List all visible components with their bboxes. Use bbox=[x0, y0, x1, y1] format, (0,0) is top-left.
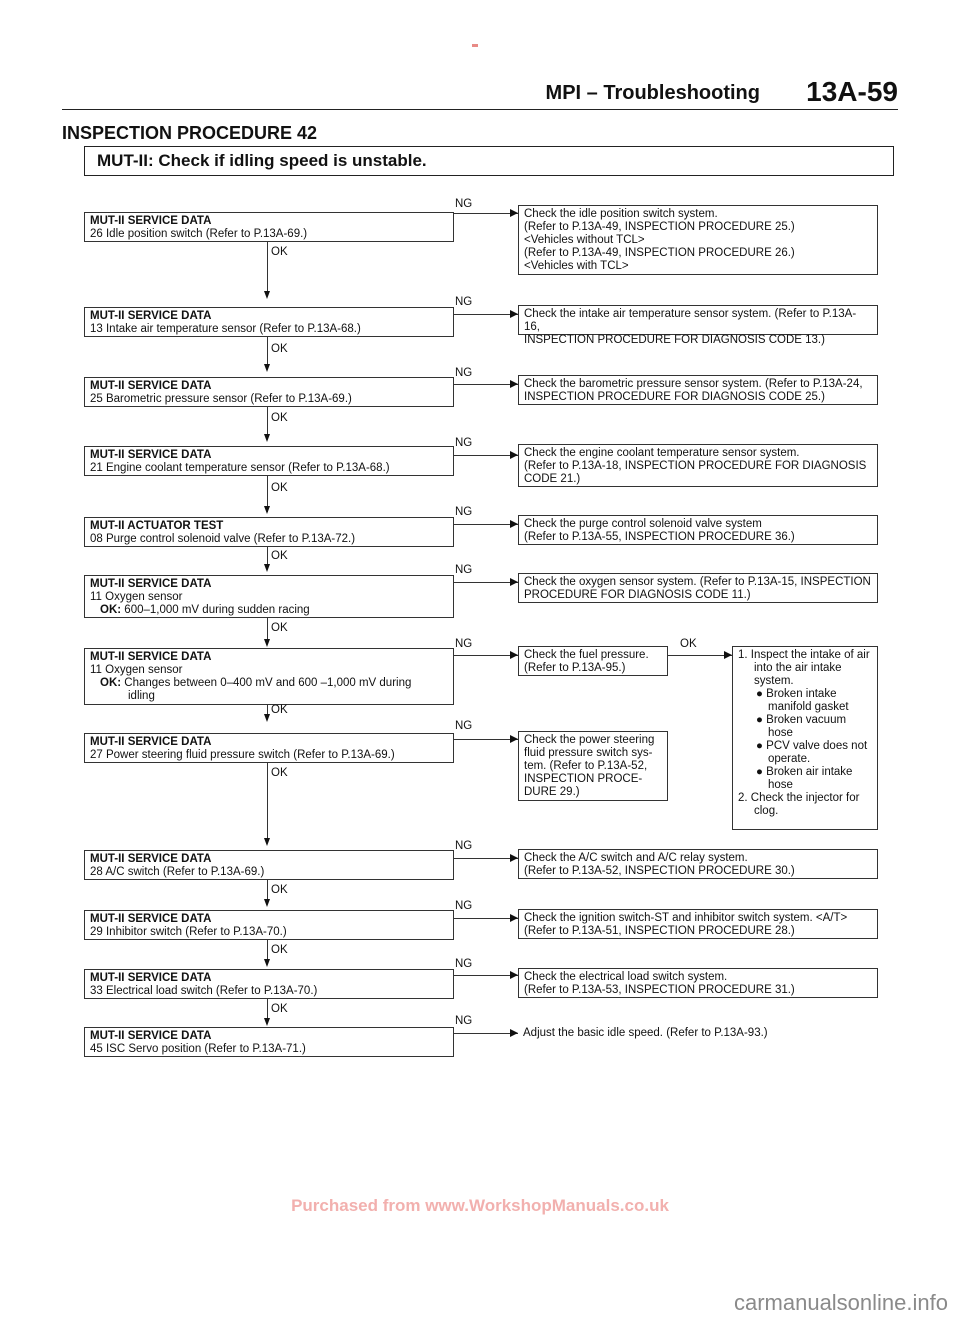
ng-action-line: Check the barometric pressure sensor system. (Refer to P.13A-24, bbox=[524, 378, 863, 390]
ok-arrow bbox=[264, 434, 270, 442]
ok-criteria-text: idling bbox=[128, 690, 155, 702]
ok-criteria-text: 600–1,000 mV during sudden racing bbox=[124, 604, 310, 616]
ng-action-line: (Refer to P.13A-95.) bbox=[524, 662, 626, 674]
step-heading: MUT-II SERVICE DATA bbox=[90, 736, 212, 748]
ng-action-box-6 bbox=[518, 573, 878, 603]
step-box-3 bbox=[84, 377, 454, 407]
page-section-title: MPI – Troubleshooting bbox=[545, 82, 760, 104]
ok-label: OK bbox=[271, 412, 288, 424]
bullet-text: PCV valve does not operate. bbox=[766, 740, 868, 765]
ok-label: OK bbox=[680, 638, 697, 650]
ng-label: NG bbox=[455, 1015, 473, 1027]
step-box-4 bbox=[84, 446, 454, 476]
step-ok-criteria bbox=[90, 677, 448, 690]
step-heading: MUT-II SERVICE DATA bbox=[90, 1030, 212, 1042]
ng-connector bbox=[454, 739, 518, 740]
ok-criteria-label: OK: bbox=[100, 677, 122, 689]
step-box-2 bbox=[84, 307, 454, 337]
ng-action-line: (Refer to P.13A-53, INSPECTION PROCEDURE 31.) bbox=[524, 984, 795, 996]
step-line: 25 Barometric pressure sensor (Refer to P.13A-69.) bbox=[90, 393, 352, 405]
bullet-text: Broken vacuum hose bbox=[766, 714, 847, 739]
ng-arrow bbox=[510, 854, 518, 862]
ng-action-line: tem. (Refer to P.13A-52, bbox=[524, 760, 648, 772]
ng-connector bbox=[454, 213, 518, 214]
ok-arrow bbox=[264, 639, 270, 647]
step-ok-criteria bbox=[90, 604, 448, 617]
ng-label: NG bbox=[455, 720, 473, 732]
ng-action-line: Check the oxygen sensor system. (Refer to P.13A-15, INSPECTION bbox=[524, 576, 871, 588]
ng-action-line: fluid pressure switch sys- bbox=[524, 747, 653, 759]
step-heading: MUT-II SERVICE DATA bbox=[90, 651, 212, 663]
ng-action-line: Check the power steering bbox=[524, 734, 655, 746]
ng-connector bbox=[454, 1033, 518, 1034]
ok-connector bbox=[267, 242, 268, 296]
ng-action-box-12 bbox=[523, 1027, 878, 1040]
ng-action-line: INSPECTION PROCEDURE FOR DIAGNOSIS CODE 13.) bbox=[524, 334, 825, 346]
ng-action-box-11 bbox=[518, 968, 878, 998]
ng-label: NG bbox=[455, 900, 473, 912]
step-heading: MUT-II SERVICE DATA bbox=[90, 578, 212, 590]
ng-label: NG bbox=[455, 564, 473, 576]
purchase-footer: Purchased from www.WorkshopManuals.co.uk bbox=[291, 1196, 669, 1215]
header-dash-mark bbox=[472, 44, 478, 47]
ng-action-line: Check the A/C switch and A/C relay system. bbox=[524, 852, 748, 864]
ok-arrow bbox=[264, 899, 270, 907]
bullet-item: ● Broken air intake hose bbox=[756, 766, 853, 791]
ng-connector bbox=[454, 655, 518, 656]
ok-arrow bbox=[264, 506, 270, 514]
ng-connector bbox=[454, 858, 518, 859]
ng-action-line: <Vehicles with TCL> bbox=[524, 260, 629, 272]
step-heading: MUT-II ACTUATOR TEST bbox=[90, 520, 224, 532]
ok-arrow bbox=[264, 1018, 270, 1026]
ok-connector bbox=[267, 763, 268, 843]
ng-action-line: Check the purge control solenoid valve system bbox=[524, 518, 762, 530]
step-heading: MUT-II SERVICE DATA bbox=[90, 310, 212, 322]
ng-label: NG bbox=[455, 638, 473, 650]
ng-arrow bbox=[510, 380, 518, 388]
step-heading: MUT-II SERVICE DATA bbox=[90, 853, 212, 865]
step-line: 26 Idle position switch (Refer to P.13A-69.) bbox=[90, 228, 308, 240]
step-box-1 bbox=[84, 212, 454, 242]
ng-action-line: (Refer to P.13A-18, INSPECTION PROCEDURE FOR DIAGNOSIS bbox=[524, 460, 867, 472]
ng-connector bbox=[454, 918, 518, 919]
step-box-6 bbox=[84, 575, 454, 618]
ng-action-line: Check the idle position switch system. bbox=[524, 208, 718, 220]
step-line: 08 Purge control solenoid valve (Refer to P.13A-72.) bbox=[90, 533, 356, 545]
ok-label: OK bbox=[271, 550, 288, 562]
ng-connector bbox=[454, 314, 518, 315]
step-box-9 bbox=[84, 850, 454, 880]
ng-action-line: PROCEDURE FOR DIAGNOSIS CODE 11.) bbox=[524, 589, 751, 601]
ng-label: NG bbox=[455, 437, 473, 449]
header-rule bbox=[62, 109, 898, 110]
step-heading: MUT-II SERVICE DATA bbox=[90, 215, 212, 227]
ok-label: OK bbox=[271, 343, 288, 355]
ng-connector bbox=[454, 455, 518, 456]
bullet-text: Broken intake manifold gasket bbox=[766, 688, 849, 713]
ok-label: OK bbox=[271, 622, 288, 634]
ng-action-line: DURE 29.) bbox=[524, 786, 580, 798]
ng-action-box-7 bbox=[518, 646, 668, 676]
ng-action-line: CODE 21.) bbox=[524, 473, 581, 485]
page-number: 13A-59 bbox=[806, 76, 898, 107]
step-heading: MUT-II SERVICE DATA bbox=[90, 972, 212, 984]
ng-label: NG bbox=[455, 958, 473, 970]
ng-arrow bbox=[510, 1029, 518, 1037]
ng-action-line: Check the engine coolant temperature sensor system. bbox=[524, 447, 800, 459]
bullet-item: ● PCV valve does not operate. bbox=[756, 740, 868, 765]
ok-arrow bbox=[264, 959, 270, 967]
ng-action-box-5 bbox=[518, 515, 878, 545]
ok-label: OK bbox=[271, 246, 288, 258]
step-box-8 bbox=[84, 733, 454, 763]
ok-label: OK bbox=[271, 482, 288, 494]
step-line: 27 Power steering fluid pressure switch (Refer to P.13A-69.) bbox=[90, 749, 395, 761]
intake-inspection-box bbox=[732, 646, 878, 830]
ok-arrow bbox=[264, 838, 270, 846]
bullet-text: Broken air intake hose bbox=[766, 766, 853, 791]
step-box-5 bbox=[84, 517, 454, 547]
site-watermark: carmanualsonline.info bbox=[733, 1290, 948, 1315]
ng-action-box-8 bbox=[518, 731, 668, 801]
ng-arrow bbox=[510, 971, 518, 979]
ok-label: OK bbox=[271, 767, 288, 779]
ng-arrow bbox=[510, 310, 518, 318]
ok-criteria-label: OK: bbox=[100, 604, 122, 616]
step-line: 11 Oxygen sensor bbox=[90, 664, 183, 676]
ng-arrow bbox=[510, 451, 518, 459]
ng-action-line: <Vehicles without TCL> bbox=[524, 234, 645, 246]
ng-connector bbox=[454, 582, 518, 583]
ng-action-line: Check the intake air temperature sensor system. (Refer to P.13A-16, bbox=[524, 308, 857, 333]
step-line: 45 ISC Servo position (Refer to P.13A-71.) bbox=[90, 1043, 306, 1055]
step-line: 33 Electrical load switch (Refer to P.13A-70.) bbox=[90, 985, 318, 997]
ng-action-line: Check the ignition switch-ST and inhibitor switch system. <A/T> bbox=[524, 912, 848, 924]
procedure-banner: MUT-II: Check if idling speed is unstable. bbox=[84, 146, 894, 176]
step-line: 13 Intake air temperature sensor (Refer to P.13A-68.) bbox=[90, 323, 361, 335]
step-line: 11 Oxygen sensor bbox=[90, 591, 183, 603]
ng-label: NG bbox=[455, 367, 473, 379]
ok-label: OK bbox=[271, 1003, 288, 1015]
ng-action-box-1 bbox=[518, 205, 878, 275]
action-item-2: 2. Check the injector for clog. bbox=[738, 792, 860, 817]
step-box-7 bbox=[84, 648, 454, 705]
ng-label: NG bbox=[455, 840, 473, 852]
ng-connector bbox=[454, 524, 518, 525]
ng-action-box-9 bbox=[518, 849, 878, 879]
step-heading: MUT-II SERVICE DATA bbox=[90, 913, 212, 925]
ng-arrow bbox=[510, 651, 518, 659]
ng-action-box-10 bbox=[518, 909, 878, 939]
procedure-title: INSPECTION PROCEDURE 42 bbox=[62, 123, 318, 143]
ng-action-line: Check the fuel pressure. bbox=[524, 649, 649, 661]
ng-action-line: INSPECTION PROCE- bbox=[524, 773, 643, 785]
step-line: 21 Engine coolant temperature sensor (Refer to P.13A-68.) bbox=[90, 462, 390, 474]
ng-label: NG bbox=[455, 296, 473, 308]
ng-arrow bbox=[510, 914, 518, 922]
ng-action-line: (Refer to P.13A-51, INSPECTION PROCEDURE 28.) bbox=[524, 925, 795, 937]
ok-arrow bbox=[264, 291, 270, 299]
step-heading: MUT-II SERVICE DATA bbox=[90, 449, 212, 461]
ok-arrow bbox=[264, 714, 270, 722]
ng-connector bbox=[454, 975, 518, 976]
ok-side-arrow bbox=[724, 651, 732, 659]
step-box-10 bbox=[84, 910, 454, 940]
bullet-item: ● Broken intake manifold gasket bbox=[756, 688, 849, 713]
ng-action-box-2 bbox=[518, 305, 878, 346]
ng-arrow bbox=[510, 520, 518, 528]
bullet-item: ● Broken vacuum hose bbox=[756, 714, 847, 739]
step-box-11 bbox=[84, 969, 454, 999]
ng-action-box-4 bbox=[518, 444, 878, 487]
ok-label: OK bbox=[271, 704, 288, 716]
step-line: 29 Inhibitor switch (Refer to P.13A-70.) bbox=[90, 926, 287, 938]
ok-arrow bbox=[264, 564, 270, 572]
ng-arrow bbox=[510, 578, 518, 586]
ng-action-line: (Refer to P.13A-49, INSPECTION PROCEDURE 26.) bbox=[524, 247, 795, 259]
action-item-1: 1. Inspect the intake of air into the air intake system. bbox=[738, 649, 870, 687]
ok-criteria-text: Changes between 0–400 mV and 600 –1,000 mV during bbox=[124, 677, 412, 689]
ng-label: NG bbox=[455, 198, 473, 210]
ng-label: NG bbox=[455, 506, 473, 518]
step-box-12 bbox=[84, 1027, 454, 1057]
ng-action-line: (Refer to P.13A-49, INSPECTION PROCEDURE 25.) bbox=[524, 221, 795, 233]
ok-label: OK bbox=[271, 944, 288, 956]
ng-action-line: (Refer to P.13A-55, INSPECTION PROCEDURE 36.) bbox=[524, 531, 795, 543]
ng-arrow bbox=[510, 209, 518, 217]
ng-arrow bbox=[510, 735, 518, 743]
ng-action-line: Adjust the basic idle speed. (Refer to P.13A-93.) bbox=[523, 1027, 768, 1039]
ng-action-box-3 bbox=[518, 375, 878, 405]
step-line: 28 A/C switch (Refer to P.13A-69.) bbox=[90, 866, 265, 878]
ng-action-line: Check the electrical load switch system. bbox=[524, 971, 728, 983]
step-heading: MUT-II SERVICE DATA bbox=[90, 380, 212, 392]
ok-arrow bbox=[264, 364, 270, 372]
ok-label: OK bbox=[271, 884, 288, 896]
ok-side-connector bbox=[668, 655, 732, 656]
ng-action-line: (Refer to P.13A-52, INSPECTION PROCEDURE 30.) bbox=[524, 865, 795, 877]
ng-action-line: INSPECTION PROCEDURE FOR DIAGNOSIS CODE 25.) bbox=[524, 391, 825, 403]
ng-connector bbox=[454, 384, 518, 385]
